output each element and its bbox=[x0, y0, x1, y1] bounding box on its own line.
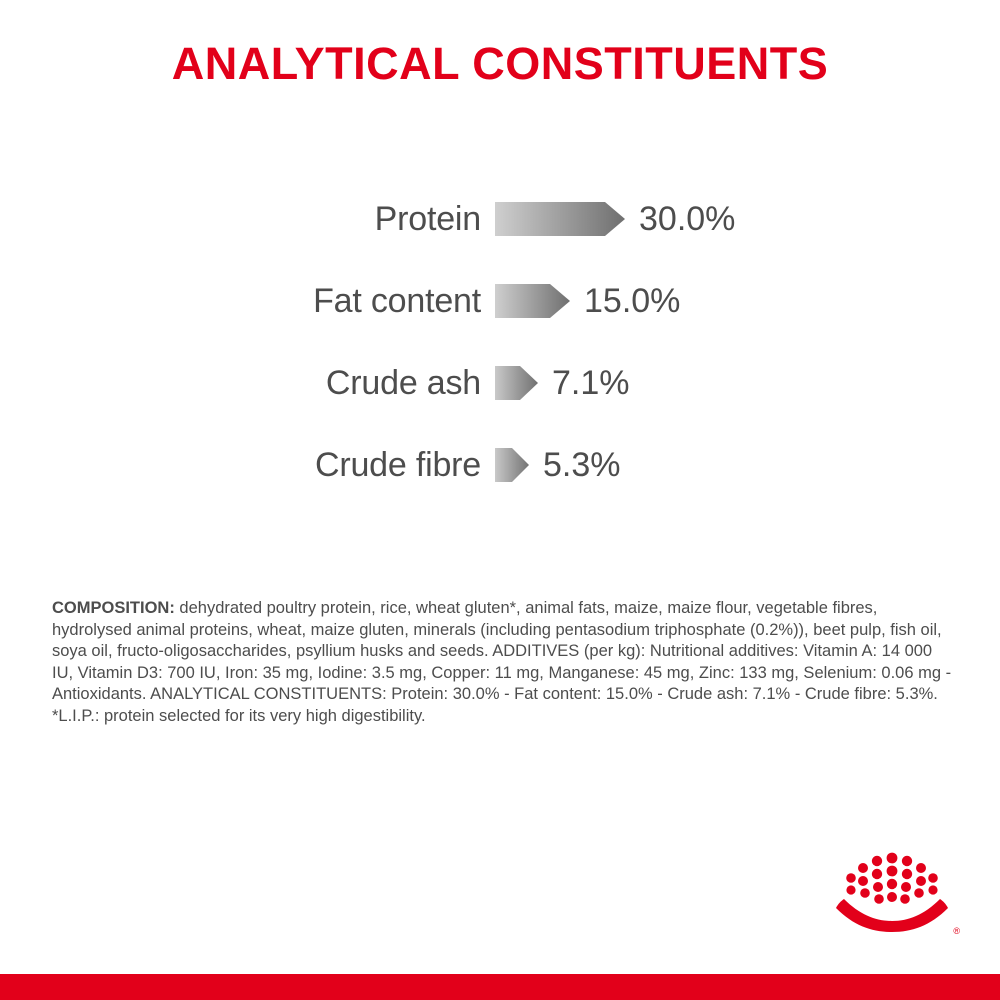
composition-paragraph bbox=[52, 598, 952, 727]
bar-arrow-icon bbox=[495, 366, 538, 400]
constituent-row bbox=[0, 424, 1000, 506]
bar-arrow-icon bbox=[495, 284, 570, 318]
constituent-value: 5.3% bbox=[543, 445, 621, 484]
crown-icon bbox=[832, 852, 952, 938]
royal-canin-logo bbox=[832, 852, 960, 938]
bar-arrow-icon bbox=[495, 448, 529, 482]
analytical-constituents-chart bbox=[0, 178, 1000, 506]
constituent-label: Crude ash bbox=[325, 363, 481, 402]
bar-arrow-icon bbox=[495, 202, 625, 236]
registered-mark: ® bbox=[953, 926, 960, 936]
constituent-label: Crude fibre bbox=[315, 445, 481, 484]
constituent-label: Fat content bbox=[313, 281, 481, 320]
constituent-value: 15.0% bbox=[584, 281, 681, 320]
constituent-value: 7.1% bbox=[552, 363, 630, 402]
composition-text: dehydrated poultry protein, rice, wheat gluten*, animal fats, maize, maize flour, vegetable fibres, hydrolysed animal proteins, wheat, maize gluten, minerals (including pentasodium triphosphate (0.2%)), beet pulp, fish oil, soya oil, fructo-oligosaccharides, psyllium husks and seeds. ADDITIVES (per kg): Nutritional additives: Vitamin A: 14 000 IU, Vitamin D3: 700 IU, Iron: 35 mg, Iodine: 3.5 mg, Copper: 11 mg, Manganese: 45 mg, Zinc: 133 mg, Selenium: 0.06 mg - Antioxidants. ANALYTICAL CONSTITUENTS: Protein: 30.0% - Fat content: 15.0% - Crude ash: 7.1% - Crude fibre: 5.3%. *L.I.P.: protein selected for its very high digestibility. bbox=[52, 599, 952, 725]
constituent-row bbox=[0, 342, 1000, 424]
constituent-value: 30.0% bbox=[639, 199, 736, 238]
constituent-row bbox=[0, 260, 1000, 342]
composition-label: COMPOSITION: bbox=[52, 599, 175, 617]
bottom-accent-bar bbox=[0, 974, 1000, 1000]
constituent-label: Protein bbox=[374, 199, 481, 238]
page-title: ANALYTICAL CONSTITUENTS bbox=[171, 38, 829, 89]
constituent-row bbox=[0, 178, 1000, 260]
